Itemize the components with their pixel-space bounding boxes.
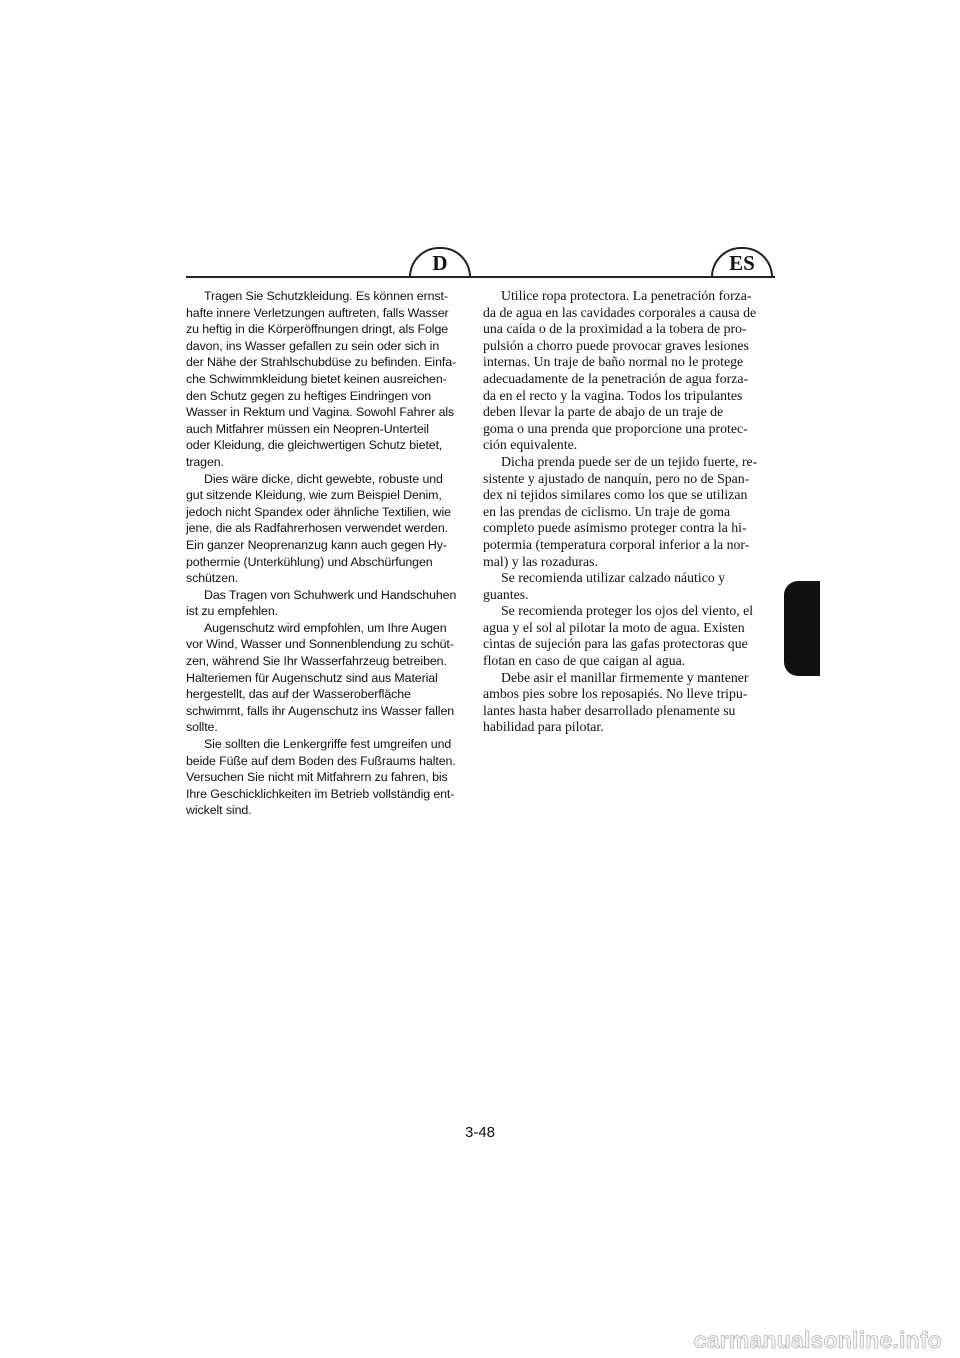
text-line: internas. Un traje de baño normal no le protege (483, 354, 744, 370)
text-line: jedoch nicht Spandex oder ähnliche Textilien, wie (186, 504, 451, 519)
text-line: Sie sollten die Lenkergriffe fest umgreifen und (204, 737, 452, 752)
german-paragraph (186, 471, 476, 587)
text-line: davon, ins Wasser gefallen zu sein oder sich in (186, 338, 440, 353)
text-line: cintas de sujeción para las gafas protectoras que (483, 636, 748, 652)
text-line: una caída o de la proximidad a la tobera de pro- (483, 321, 747, 337)
text-line: jene, die als Radfahrerhosen verwendet werden. (186, 521, 448, 536)
text-line: mal) y las rozaduras. (483, 553, 598, 569)
text-line: da en el recto y la vagina. Todos los tripulantes (483, 387, 743, 403)
german-paragraph (186, 736, 476, 819)
text-line: ist zu empfehlen. (186, 604, 278, 619)
text-line: ción equivalente. (483, 437, 578, 453)
text-line: potermia (temperatura corporal inferior a la nor- (483, 536, 750, 552)
text-line: der Nähe der Strahlschubdüse zu befinden. Einfa- (186, 355, 457, 370)
language-badge-spanish: ES (711, 247, 773, 277)
text-line: sollte. (186, 720, 218, 735)
german-paragraph (186, 587, 476, 620)
spanish-column (483, 288, 773, 736)
text-line: Wasser in Rektum und Vagina. Sowohl Fahrer als (186, 405, 455, 420)
text-line: Se recomienda utilizar calzado náutico y (501, 570, 726, 586)
watermark: carmanualsonline.info (693, 1327, 942, 1353)
spanish-paragraph (483, 570, 773, 603)
spanish-paragraph (483, 288, 773, 454)
text-line: auch Mitfahrer müssen ein Neopren-Unterteil (186, 421, 429, 436)
text-line: Ein ganzer Neoprenanzug kann auch gegen Hy- (186, 537, 447, 552)
text-line: sistente y ajustado de nanquín, pero no de Span- (483, 470, 750, 486)
german-paragraph (186, 288, 476, 471)
spanish-paragraph (483, 670, 773, 736)
section-thumb-tab (784, 581, 820, 676)
text-line: Se recomienda proteger los ojos del viento, el (501, 603, 754, 619)
language-badge-german: D (409, 247, 471, 277)
text-line: vor Wind, Wasser und Sonnenblendung zu schüt- (186, 637, 454, 652)
text-line: goma o una prenda que proporcione una protec- (483, 420, 748, 436)
text-line: schützen. (186, 571, 239, 586)
text-line: zen, während Sie Ihr Wasserfahrzeug betreiben. (186, 654, 447, 669)
text-line: hafte innere Verletzungen auftreten, falls Wasser (186, 305, 449, 320)
text-line: agua y el sol al pilotar la moto de agua. Existen (483, 619, 745, 635)
text-line: tragen. (186, 454, 224, 469)
german-column (186, 288, 476, 819)
text-line: flotan en caso de que caigan al agua. (483, 653, 686, 669)
text-line: dex ni tejidos similares como los que se utilizan (483, 487, 748, 503)
text-line: beide Füße auf dem Boden des Fußraums halten. (186, 753, 456, 768)
text-line: habilidad para pilotar. (483, 719, 604, 735)
text-line: Ihre Geschicklichkeiten im Betrieb vollständig ent- (186, 786, 455, 801)
text-line: Tragen Sie Schutzkleidung. Es können ernst- (204, 289, 448, 303)
spanish-paragraph (483, 454, 773, 570)
text-line: Utilice ropa protectora. La penetración forza- (501, 288, 752, 303)
german-paragraph (186, 620, 476, 736)
text-line: Dicha prenda puede ser de un tejido fuerte, re- (501, 453, 758, 469)
text-line: lantes hasta haber desarrollado plenamente su (483, 702, 736, 718)
text-line: da de agua en las cavidades corporales a causa de (483, 304, 757, 320)
text-line: Dies wäre dicke, dicht gewebte, robuste und (204, 471, 443, 486)
text-line: ambos pies sobre los reposapiés. No lleve tripu- (483, 686, 748, 702)
text-line: oder Kleidung, die gleichwertigen Schutz bietet, (186, 438, 443, 453)
text-line: che Schwimmkleidung bietet keinen ausreichen- (186, 371, 447, 386)
text-line: Versuchen Sie nicht mit Mitfahrern zu fahren, bis (186, 770, 448, 785)
text-line: adecuadamente de la penetración de agua forza- (483, 370, 749, 386)
page-number: 3-48 (464, 1124, 496, 1141)
text-line: hergestellt, das auf der Wasseroberfläche (186, 687, 411, 702)
text-line: gut sitzende Kleidung, wie zum Beispiel Denim, (186, 488, 442, 503)
text-line: wickelt sind. (186, 803, 252, 818)
text-line: guantes. (483, 586, 529, 602)
text-line: schwimmt, falls ihr Augenschutz ins Wasser fallen (186, 703, 455, 718)
text-line: en las prendas de ciclismo. Un traje de goma (483, 503, 731, 519)
text-line: Augenschutz wird empfohlen, um Ihre Augen (204, 620, 447, 635)
text-line: deben llevar la parte de abajo de un traje de (483, 404, 724, 420)
text-line: Das Tragen von Schuhwerk und Handschuhen (204, 587, 457, 602)
header-rule (186, 276, 775, 278)
text-line: den Schutz gegen zu heftiges Eindringen von (186, 388, 432, 403)
text-line: pulsión a chorro puede provocar graves lesiones (483, 337, 749, 353)
spanish-paragraph (483, 603, 773, 669)
text-line: zu heftig in die Körperöffnungen dringt, als Folge (186, 322, 449, 337)
text-line: Halteriemen für Augenschutz sind aus Material (186, 670, 438, 685)
text-line: completo puede asimismo proteger contra la hi- (483, 520, 747, 536)
text-line: pothermie (Unterkühlung) und Abschürfungen (186, 554, 433, 569)
text-line: Debe asir el manillar firmemente y mantener (501, 669, 749, 685)
